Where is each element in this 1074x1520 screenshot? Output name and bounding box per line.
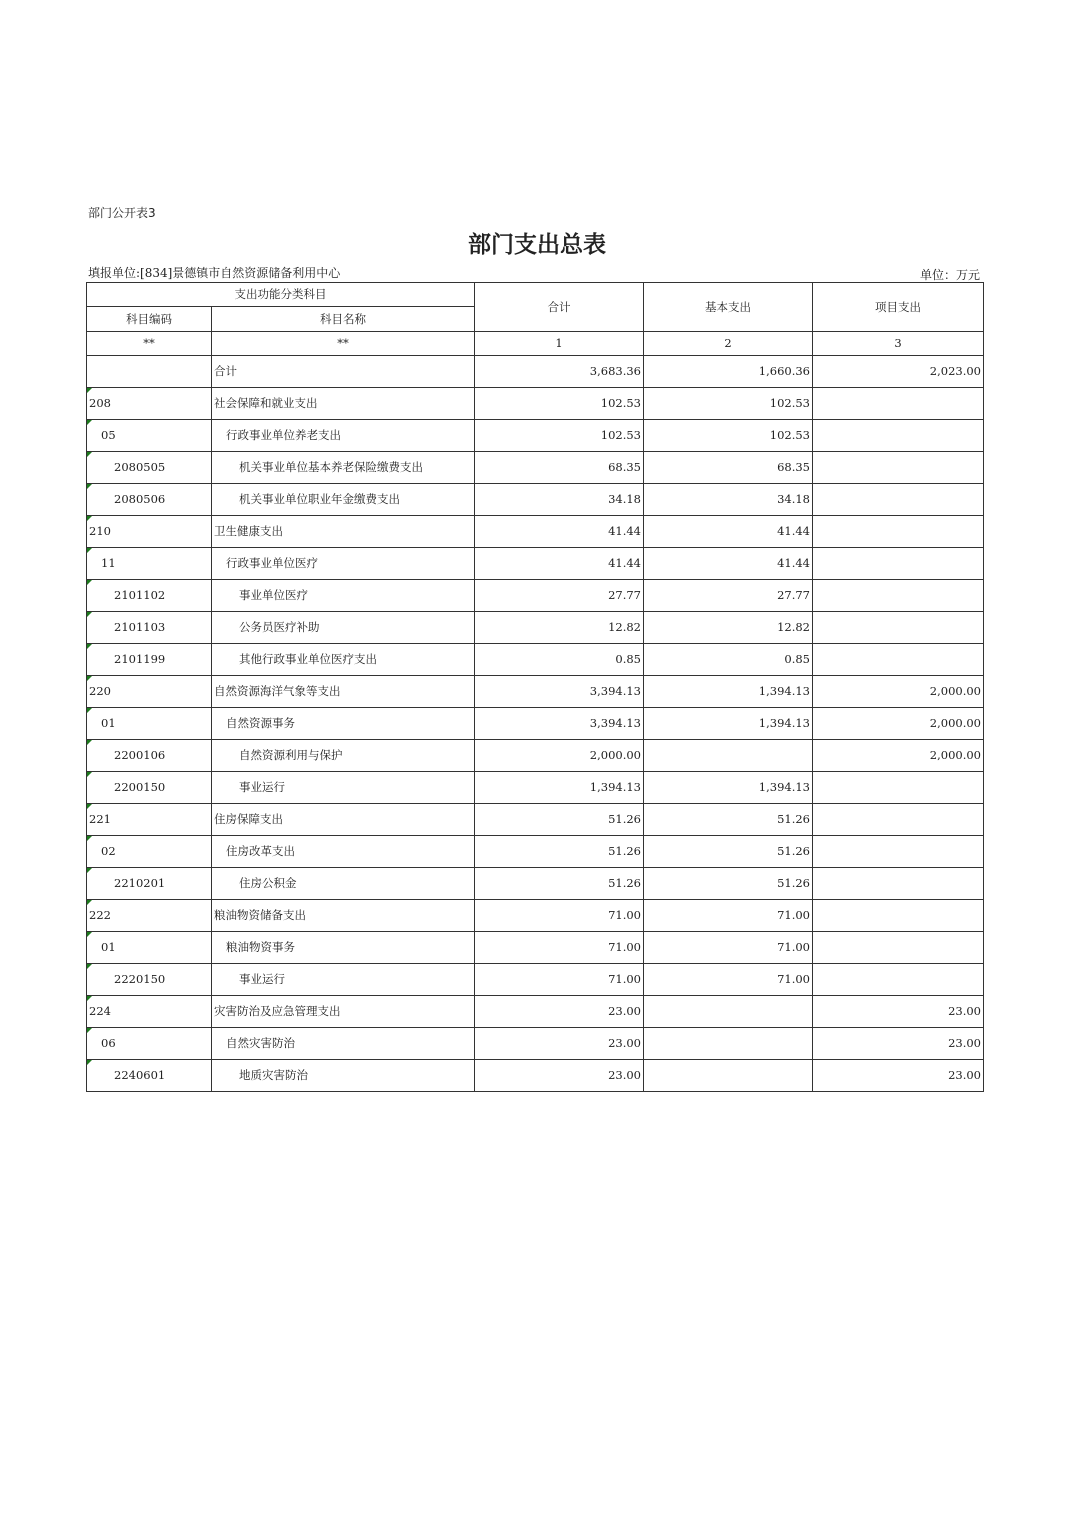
index-total: 1 [475,332,644,356]
cell-total: 51.26 [475,868,644,900]
cell-basic: 41.44 [644,548,813,580]
cell-project [813,612,984,644]
cell-name: 其他行政事业单位医疗支出 [212,644,475,676]
table-row [87,740,984,772]
header-row-group [87,283,984,307]
cell-code: 2200150 [87,772,212,804]
cell-name: 住房公积金 [212,868,475,900]
cell-code: 06 [87,1028,212,1060]
header-code: 科目编码 [87,307,212,332]
cell-basic [644,996,813,1028]
cell-project [813,484,984,516]
cell-total: 27.77 [475,580,644,612]
cell-total: 0.85 [475,644,644,676]
table-row [87,484,984,516]
cell-total: 23.00 [475,1028,644,1060]
cell-total: 71.00 [475,900,644,932]
header-basic: 基本支出 [644,283,813,332]
cell-project [813,388,984,420]
table-row [87,516,984,548]
cell-name: 机关事业单位职业年金缴费支出 [212,484,475,516]
header-row-index [87,332,984,356]
cell-project [813,900,984,932]
cell-code: 222 [87,900,212,932]
cell-project [813,964,984,996]
table-row [87,452,984,484]
table-body [87,283,984,1092]
cell-total: 68.35 [475,452,644,484]
cell-basic: 51.26 [644,836,813,868]
cell-basic: 68.35 [644,452,813,484]
cell-total: 51.26 [475,836,644,868]
cell-basic [644,740,813,772]
cell-code: 2080506 [87,484,212,516]
cell-name: 地质灾害防治 [212,1060,475,1092]
cell-project [813,836,984,868]
index-code: ** [87,332,212,356]
cell-basic: 102.53 [644,388,813,420]
cell-code: 221 [87,804,212,836]
cell-name: 事业单位医疗 [212,580,475,612]
cell-code: 2101103 [87,612,212,644]
cell-project: 2,000.00 [813,708,984,740]
cell-project: 23.00 [813,1028,984,1060]
table-row [87,708,984,740]
cell-total: 12.82 [475,612,644,644]
cell-project [813,548,984,580]
table-row [87,804,984,836]
table-row [87,356,984,388]
cell-total: 3,394.13 [475,708,644,740]
cell-basic: 1,394.13 [644,772,813,804]
cell-total: 102.53 [475,420,644,452]
cell-basic: 41.44 [644,516,813,548]
cell-basic: 27.77 [644,580,813,612]
cell-project [813,932,984,964]
cell-code: 05 [87,420,212,452]
cell-name: 自然资源利用与保护 [212,740,475,772]
page-title: 部门支出总表 [468,232,606,258]
cell-code: 208 [87,388,212,420]
cell-project: 2,000.00 [813,676,984,708]
cell-total: 71.00 [475,932,644,964]
cell-basic: 71.00 [644,932,813,964]
cell-code: 2210201 [87,868,212,900]
currency-unit: 单位：万元 [919,268,980,282]
table-row [87,548,984,580]
cell-project [813,772,984,804]
cell-code: 01 [87,708,212,740]
cell-name: 机关事业单位基本养老保险缴费支出 [212,452,475,484]
form-number: 部门公开表3 [88,206,156,220]
table-row [87,644,984,676]
cell-code: 224 [87,996,212,1028]
reporting-unit: 填报单位:[834]景德镇市自然资源储备利用中心 [88,266,341,280]
cell-name: 自然资源海洋气象等支出 [212,676,475,708]
cell-basic: 102.53 [644,420,813,452]
cell-basic: 51.26 [644,868,813,900]
cell-name: 行政事业单位医疗 [212,548,475,580]
cell-total: 23.00 [475,1060,644,1092]
cell-basic: 12.82 [644,612,813,644]
cell-code: 210 [87,516,212,548]
cell-code: 2220150 [87,964,212,996]
index-project: 3 [813,332,984,356]
cell-basic: 34.18 [644,484,813,516]
header-function-group: 支出功能分类科目 [87,283,475,307]
cell-name: 粮油物资事务 [212,932,475,964]
cell-name: 合计 [212,356,475,388]
cell-project [813,580,984,612]
cell-name: 住房保障支出 [212,804,475,836]
cell-code: 2240601 [87,1060,212,1092]
cell-total: 41.44 [475,548,644,580]
cell-name: 行政事业单位养老支出 [212,420,475,452]
cell-project: 2,023.00 [813,356,984,388]
table-row [87,836,984,868]
cell-code: 2200106 [87,740,212,772]
table-row [87,996,984,1028]
cell-code: 02 [87,836,212,868]
cell-total: 3,394.13 [475,676,644,708]
table-row [87,612,984,644]
cell-basic [644,1060,813,1092]
cell-total: 2,000.00 [475,740,644,772]
header-total: 合计 [475,283,644,332]
cell-project: 23.00 [813,996,984,1028]
cell-basic: 1,394.13 [644,676,813,708]
cell-total: 71.00 [475,964,644,996]
cell-total: 102.53 [475,388,644,420]
cell-code: 2101199 [87,644,212,676]
cell-name: 公务员医疗补助 [212,612,475,644]
index-name: ** [212,332,475,356]
cell-code: 220 [87,676,212,708]
expenditure-table [86,282,984,1092]
cell-basic [644,1028,813,1060]
table-row [87,1028,984,1060]
cell-name: 事业运行 [212,772,475,804]
cell-total: 1,394.13 [475,772,644,804]
cell-name: 自然灾害防治 [212,1028,475,1060]
cell-total: 41.44 [475,516,644,548]
cell-basic: 51.26 [644,804,813,836]
table-row [87,772,984,804]
cell-total: 3,683.36 [475,356,644,388]
cell-name: 自然资源事务 [212,708,475,740]
cell-project [813,420,984,452]
cell-name: 卫生健康支出 [212,516,475,548]
cell-code: 01 [87,932,212,964]
cell-project [813,516,984,548]
cell-total: 51.26 [475,804,644,836]
cell-project [813,868,984,900]
cell-basic: 0.85 [644,644,813,676]
cell-code: 2101102 [87,580,212,612]
cell-basic: 71.00 [644,900,813,932]
cell-project [813,452,984,484]
table-row [87,1060,984,1092]
cell-code: 11 [87,548,212,580]
cell-name: 灾害防治及应急管理支出 [212,996,475,1028]
table-row [87,388,984,420]
header-project: 项目支出 [813,283,984,332]
index-basic: 2 [644,332,813,356]
cell-project: 23.00 [813,1060,984,1092]
cell-code [87,356,212,388]
cell-total: 34.18 [475,484,644,516]
cell-name: 住房改革支出 [212,836,475,868]
cell-project [813,644,984,676]
cell-total: 23.00 [475,996,644,1028]
table-row [87,676,984,708]
cell-name: 社会保障和就业支出 [212,388,475,420]
cell-project: 2,000.00 [813,740,984,772]
table-row [87,932,984,964]
table-row [87,420,984,452]
cell-code: 2080505 [87,452,212,484]
cell-name: 粮油物资储备支出 [212,900,475,932]
cell-basic: 71.00 [644,964,813,996]
table-row [87,964,984,996]
cell-basic: 1,660.36 [644,356,813,388]
cell-name: 事业运行 [212,964,475,996]
table-row [87,580,984,612]
header-name: 科目名称 [212,307,475,332]
table-row [87,900,984,932]
table-row [87,868,984,900]
cell-project [813,804,984,836]
cell-basic: 1,394.13 [644,708,813,740]
